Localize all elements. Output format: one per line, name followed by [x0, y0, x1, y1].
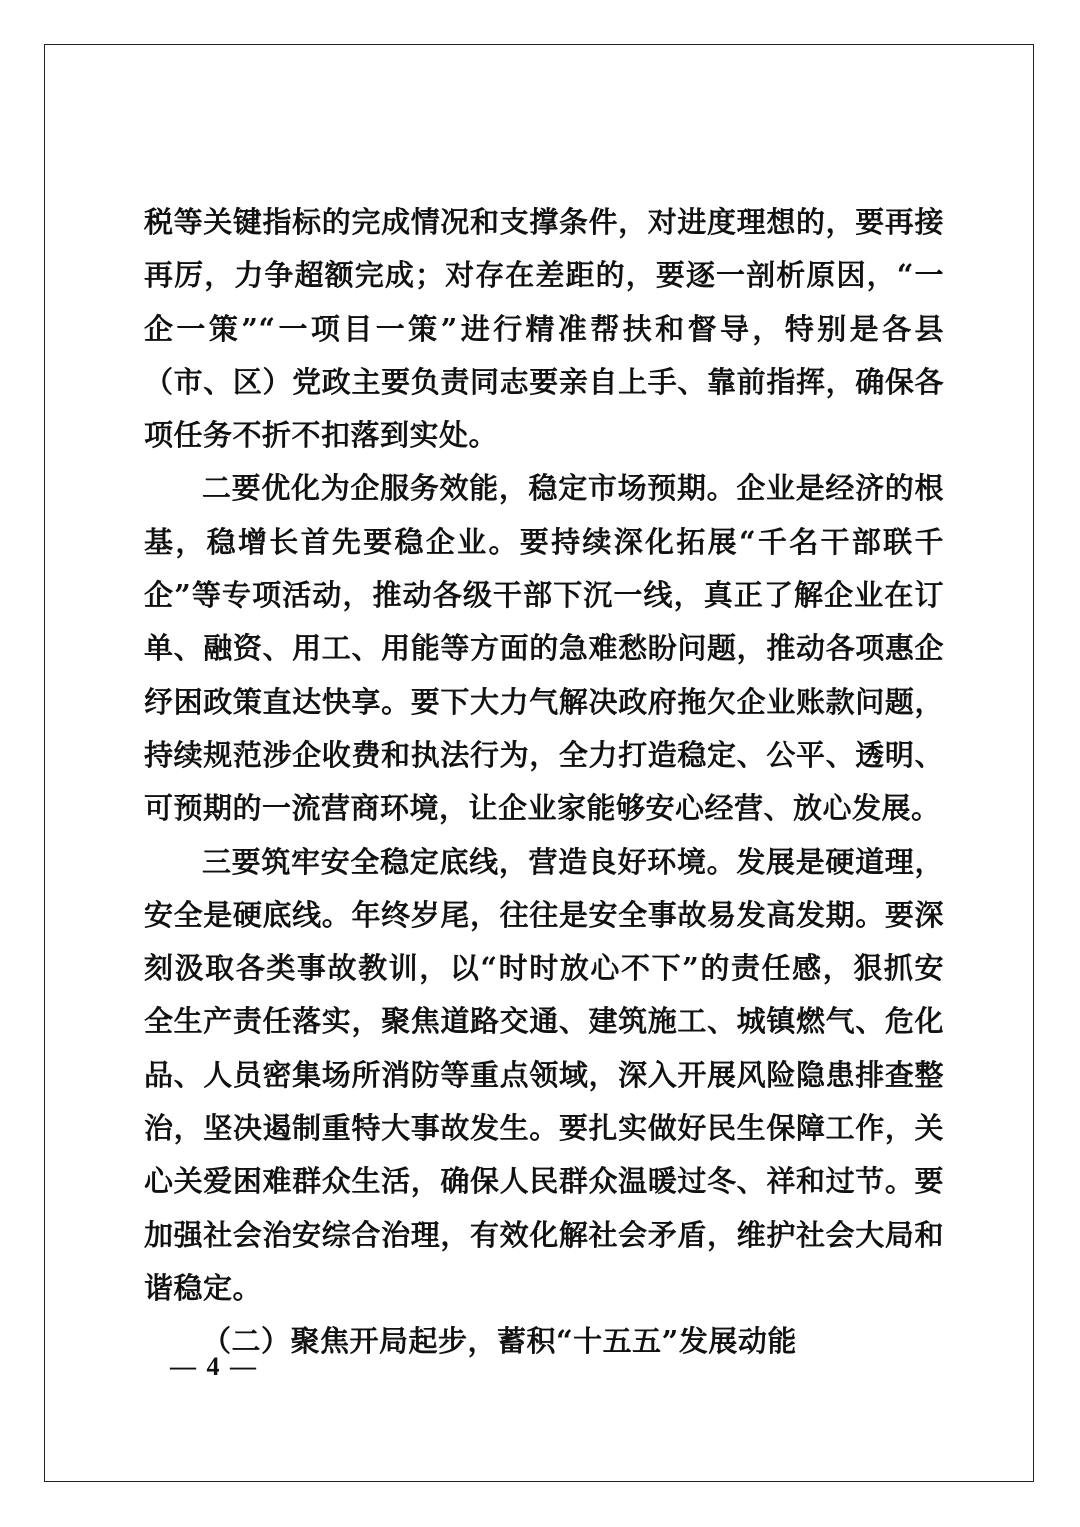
- document-body: [144, 196, 944, 1369]
- paragraph-safety-stability: 三要筑牢安全稳定底线，营造良好环境。发展是硬道理，安全是硬底线。年终岁尾，往往是安全事故易发高发期。要深刻汲取各类事故教训，以“时时放心不下”的责任感，狠抓安全生产责任落实，聚焦道路交通、建筑施工、城镇燃气、危化品、人员密集场所消防等重点领域，深入开展风险隐患排查整治，坚决遏制重特大事故发生。要扎实做好民生保障工作，关心关爱困难群众生活，确保人民群众温暖过冬、祥和过节。要加强社会治安综合治理，有效化解社会矛盾，维护社会大局和谐稳定。: [144, 844, 944, 1305]
- page-number: — 4 —: [170, 1352, 258, 1381]
- section-heading: （二）聚焦开局起步，蓄积“十五五”发展动能: [202, 1324, 797, 1359]
- paragraph-optimize-enterprise-service: 二要优化为企服务效能，稳定市场预期。企业是经济的根基，稳增长首先要稳企业。要持续深化拓展“千名干部联千企”等专项活动，推动各级干部下沉一线，真正了解企业在订单、融资、用工、用能等方面的急难愁盼问题，推动各项惠企纾困政策直达快享。要下大力气解决政府拖欠企业账款问题，持续规范涉企收费和执法行为，全力打造稳定、公平、透明、可预期的一流营商环境，让企业家能够安心经营、放心发展。: [144, 471, 944, 826]
- paragraph-continuation: 税等关键指标的完成情况和支撑条件，对进度理想的，要再接再厉，力争超额完成；对存在差距的，要逐一剖析原因，“一企一策”“一项目一策”进行精准帮扶和督导，特别是各县（市、区）党政主要负责同志要亲自上手、靠前指挥，确保各项任务不折不扣落到实处。: [144, 205, 944, 453]
